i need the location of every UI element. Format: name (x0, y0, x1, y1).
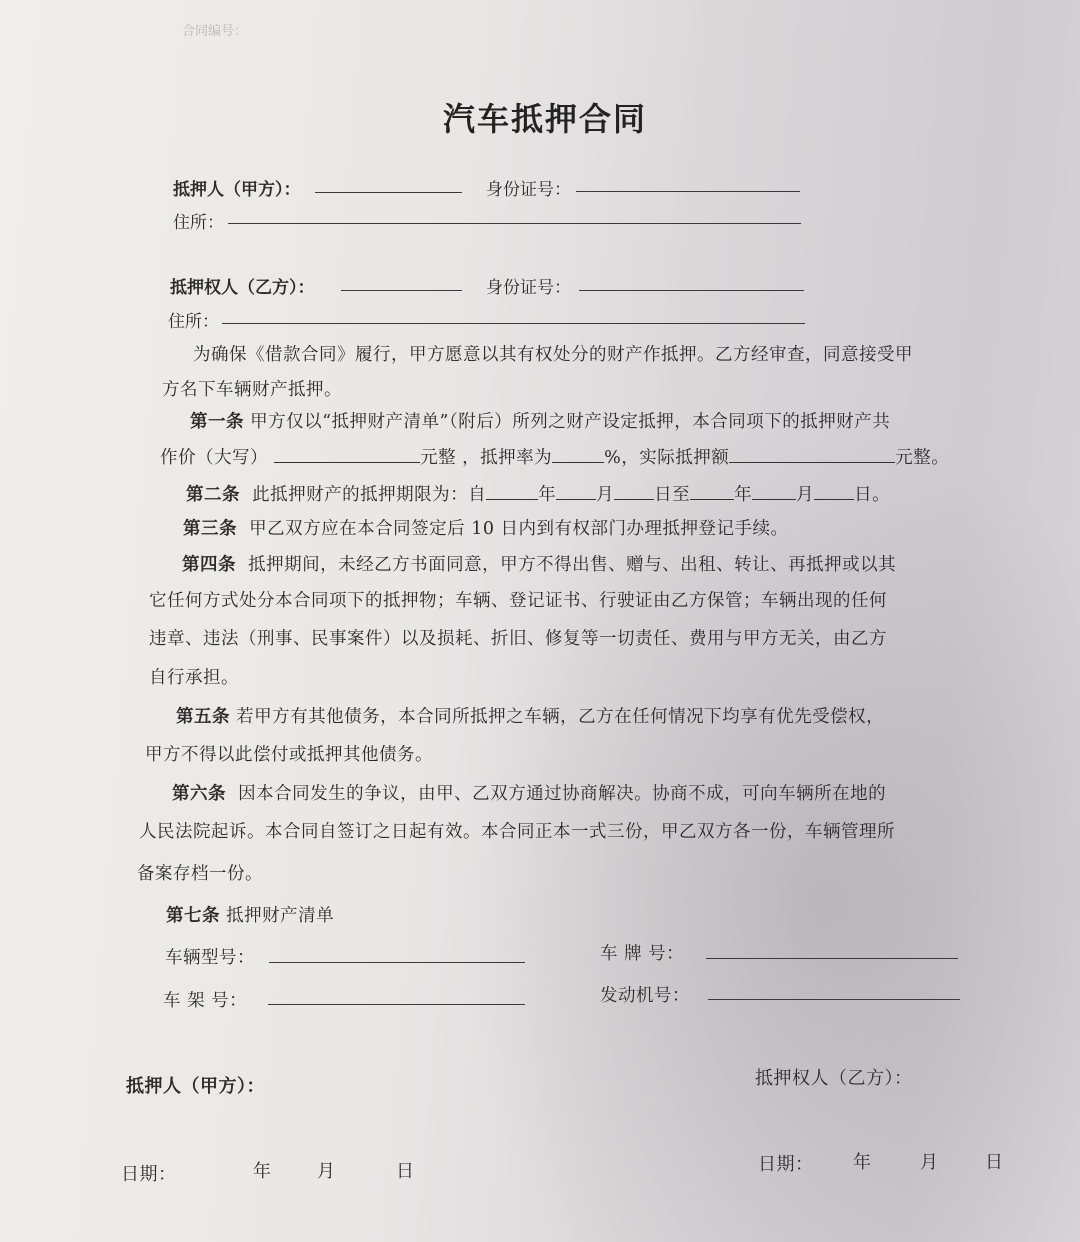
party-a-id-field[interactable] (576, 191, 800, 192)
article-3 (183, 515, 789, 540)
article-2-heading: 第二条 (186, 485, 240, 505)
month-label: 月 (596, 485, 615, 505)
plate-number-label: 车 牌 号： (600, 944, 685, 964)
party-b-address-label: 住所： (168, 312, 219, 332)
article-2 (186, 481, 890, 506)
year-label: 年 (538, 485, 557, 505)
engine-number-label: 发动机号： (600, 986, 690, 1006)
article-1-heading: 第一条 (190, 412, 244, 432)
party-b-date-month: 月 (920, 1152, 939, 1173)
party-a-name-field[interactable] (315, 192, 462, 193)
party-b-date-year: 年 (853, 1152, 872, 1173)
party-b-date-label: 日期： (758, 1154, 814, 1175)
frame-number-label: 车 架 号： (163, 991, 248, 1011)
article-5-line-1 (176, 703, 884, 728)
end-year-field[interactable] (690, 485, 734, 500)
party-a-date-label: 日期： (121, 1164, 177, 1185)
end-month-field[interactable] (752, 485, 796, 500)
article-3-text: 甲乙双方应在本合同签定后 10 日内到有权部门办理抵押登记手续。 (249, 519, 789, 539)
article-4-line-1 (182, 551, 896, 576)
party-a-name-label: 抵押人（甲方）： (173, 180, 301, 200)
start-month-field[interactable] (556, 485, 596, 500)
day-to-label: 日至 (654, 485, 691, 505)
article-4-heading: 第四条 (182, 555, 236, 575)
article-4-line-2: 它任何方式处分本合同项下的抵押物；车辆、登记证书、行驶证由乙方保管；车辆出现的任何 (149, 591, 887, 611)
mortgage-rate-label: 元整 ，抵押率为 (420, 448, 553, 468)
day-end-label: 日。 (854, 485, 891, 505)
party-a-id-label: 身份证号： (486, 180, 571, 200)
party-a-date-month: 月 (317, 1161, 336, 1182)
article-7-heading-line (166, 902, 334, 927)
party-a-date-year: 年 (253, 1161, 272, 1182)
article-5-line-2: 甲方不得以此偿付或抵押其他债务。 (145, 745, 433, 765)
article-7-heading: 第七条 (166, 906, 220, 926)
party-a-address-field[interactable] (228, 223, 801, 224)
article-1-line-1 (190, 408, 890, 433)
party-b-id-field[interactable] (579, 290, 804, 291)
yuan-end-label: 元整。 (895, 448, 950, 468)
document-title: 汽车抵押合同 (443, 100, 648, 138)
start-year-field[interactable] (486, 485, 538, 500)
party-b-id-label: 身份证号： (486, 278, 571, 298)
month-label: 月 (796, 485, 815, 505)
vehicle-model-label: 车辆型号： (165, 948, 255, 968)
article-4-line-4: 自行承担。 (149, 668, 239, 688)
party-b-address-field[interactable] (222, 323, 805, 324)
preamble-line-1: 为确保《借款合同》履行，甲方愿意以其有权处分的财产作抵押。乙方经审查，同意接受甲 (193, 345, 913, 365)
valuation-amount-field[interactable] (274, 448, 420, 463)
end-day-field[interactable] (814, 485, 854, 500)
article-4-text: 抵押期间，未经乙方书面同意，甲方不得出售、赠与、出租、转让、再抵押或以其 (248, 555, 897, 575)
frame-number-field[interactable] (268, 1004, 525, 1005)
vehicle-model-field[interactable] (269, 962, 525, 963)
article-6-line-2: 人民法院起诉。本合同自签订之日起有效。本合同正本一式三份，甲乙双方各一份，车辆管理所 (139, 822, 895, 842)
preamble-line-2: 方名下车辆财产抵押。 (162, 380, 342, 400)
party-b-date-day: 日 (985, 1152, 1004, 1173)
actual-amount-label: %，实际抵押额 (604, 448, 730, 468)
article-5-heading: 第五条 (176, 707, 230, 727)
signature-party-b-label: 抵押权人（乙方）： (755, 1068, 913, 1089)
article-6-line-1 (172, 780, 886, 805)
valuation-label: 作价（大写） (160, 448, 268, 468)
party-a-date-day: 日 (396, 1161, 415, 1182)
article-6-heading: 第六条 (172, 784, 226, 804)
article-7-title: 抵押财产清单 (226, 906, 335, 926)
article-5-text: 若甲方有其他债务，本合同所抵押之车辆，乙方在任何情况下均享有优先受偿权， (236, 707, 885, 727)
mortgage-rate-field[interactable] (552, 448, 604, 463)
plate-number-field[interactable] (706, 958, 958, 959)
party-a-address-label: 住所： (173, 213, 224, 233)
article-6-line-3: 备案存档一份。 (137, 864, 263, 884)
article-3-heading: 第三条 (183, 519, 237, 539)
party-b-name-label: 抵押权人（乙方）： (170, 278, 315, 298)
article-2-text: 此抵押财产的抵押期限为：自 (252, 485, 487, 505)
engine-number-field[interactable] (708, 999, 960, 1000)
party-b-name-field[interactable] (341, 290, 462, 291)
actual-amount-field[interactable] (729, 448, 895, 463)
year-label: 年 (734, 485, 753, 505)
article-1-text: 甲方仅以“抵押财产清单”（附后）所列之财产设定抵押，本合同项下的抵押财产共 (250, 412, 891, 432)
contract-number-label: 合同编号： (182, 24, 248, 39)
signature-party-a-label: 抵押人（甲方）： (126, 1076, 265, 1097)
article-4-line-3: 违章、违法（刑事、民事案件）以及损耗、折旧、修复等一切责任、费用与甲方无关，由乙方 (149, 629, 887, 649)
article-6-text: 因本合同发生的争议，由甲、乙双方通过协商解决。协商不成，可向车辆所在地的 (238, 784, 887, 804)
article-1-line-2 (160, 444, 949, 469)
start-day-field[interactable] (614, 485, 654, 500)
